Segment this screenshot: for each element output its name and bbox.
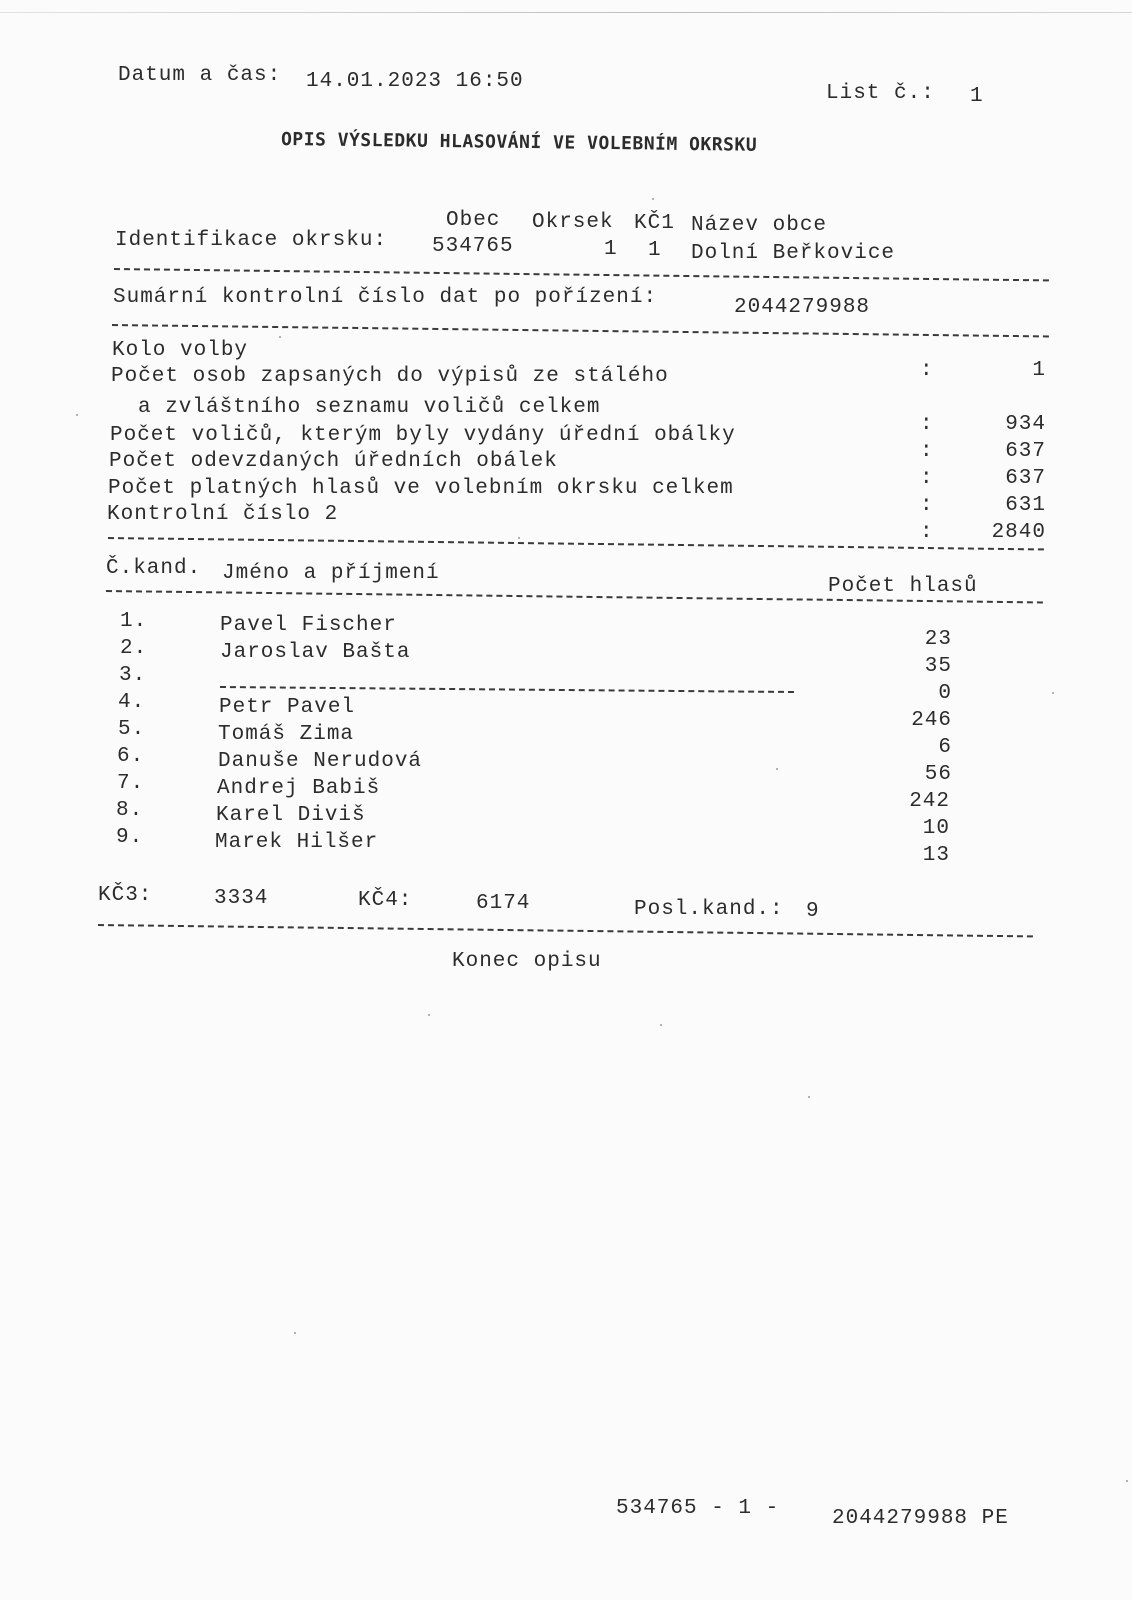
candidate-name: Petr Pavel — [219, 696, 356, 719]
stat-value-volicu: 637 — [1005, 440, 1046, 463]
identification-nazev: Dolní Beřkovice — [691, 242, 896, 265]
stat-value-kolo: 1 — [1032, 359, 1046, 382]
kc3-label: KČ3: — [98, 884, 153, 907]
scan-speck — [279, 336, 281, 338]
col-candidate-number: Č.kand. — [106, 557, 202, 580]
candidate-votes: 13 — [922, 844, 950, 867]
document-title: OPIS VÝSLEDKU HLASOVÁNÍ VE VOLEBNÍM OKRSKU — [280, 129, 758, 156]
candidate-name-blank-line — [220, 686, 794, 693]
stat-colon: : — [920, 494, 934, 517]
datetime-value: 14.01.2023 16:50 — [306, 70, 524, 93]
col-nazev-header: Název obce — [691, 214, 828, 237]
scan-speck — [518, 537, 520, 539]
scan-speck — [808, 1096, 810, 1098]
stat-value-kc2: 2840 — [991, 521, 1046, 544]
separator-line — [108, 537, 1044, 550]
candidate-votes: 10 — [922, 817, 950, 840]
candidate-number: 3. — [119, 664, 147, 687]
candidate-votes: 23 — [924, 628, 952, 651]
candidate-number: 4. — [118, 691, 146, 714]
scan-speck — [76, 414, 78, 416]
col-candidate-name: Jméno a příjmení — [222, 562, 440, 585]
last-candidate-label: Posl.kand.: — [634, 898, 784, 921]
candidate-name: Jaroslav Bašta — [220, 641, 411, 664]
summary-label: Sumární kontrolní číslo dat po pořízení: — [113, 286, 658, 309]
scan-speck — [1052, 692, 1054, 694]
kc3-value: 3334 — [214, 887, 269, 910]
sheet-label: List č.: — [826, 82, 935, 105]
candidate-number: 7. — [117, 772, 145, 795]
scan-speck — [1126, 1480, 1128, 1482]
stat-colon: : — [920, 467, 934, 490]
stat-value-odevzdanych: 637 — [1005, 467, 1046, 490]
scan-speck — [428, 1014, 430, 1016]
scan-speck — [660, 1024, 662, 1026]
candidate-name: Danuše Nerudová — [218, 750, 423, 773]
col-kc1-header: KČ1 — [634, 212, 675, 235]
candidate-name: Andrej Babiš — [217, 777, 381, 800]
candidate-name: Pavel Fischer — [220, 614, 397, 637]
col-candidate-votes: Počet hlasů — [828, 575, 978, 598]
candidate-number: 1. — [120, 610, 148, 633]
identification-label: Identifikace okrsku: — [115, 229, 388, 252]
kc4-label: KČ4: — [358, 889, 413, 912]
end-of-document-label: Konec opisu — [452, 950, 602, 973]
summary-value: 2044279988 — [734, 296, 871, 319]
candidate-number: 6. — [117, 745, 145, 768]
scan-edge-line — [0, 12, 1132, 13]
kolo-volby-label: Kolo volby — [112, 339, 249, 362]
pocet-platnych-label: Počet platných hlasů ve volebním okrsku celkem — [108, 477, 734, 500]
stat-colon: : — [920, 413, 934, 436]
stat-colon: : — [920, 521, 934, 544]
scan-speck — [776, 768, 778, 770]
identification-okrsek: 1 — [604, 238, 618, 261]
pocet-osob-label: Počet osob zapsaných do výpisů ze stálého — [111, 365, 669, 388]
bottom-checksum: 2044279988 PE — [832, 1507, 1009, 1530]
candidate-name: Karel Diviš — [216, 804, 366, 827]
col-obec-header: Obec — [446, 209, 501, 232]
candidate-votes: 35 — [924, 655, 952, 678]
candidate-votes: 246 — [911, 709, 952, 732]
candidate-votes: 56 — [924, 763, 952, 786]
candidate-number: 5. — [118, 718, 146, 741]
stat-colon: : — [920, 359, 934, 382]
kontrolni-cislo-2-label: Kontrolní číslo 2 — [107, 503, 339, 526]
candidate-votes: 0 — [938, 682, 952, 705]
pocet-osob-label-cont: a zvláštního seznamu voličů celkem — [138, 396, 601, 419]
last-candidate-value: 9 — [806, 900, 820, 923]
candidate-number: 8. — [116, 799, 144, 822]
identification-obec: 534765 — [432, 235, 514, 258]
sheet-number: 1 — [970, 85, 984, 108]
separator-line — [98, 924, 1033, 937]
candidate-votes: 6 — [938, 736, 952, 759]
pocet-odevzdanych-label: Počet odevzdaných úředních obálek — [109, 450, 558, 473]
candidate-number: 2. — [120, 637, 148, 660]
kc4-value: 6174 — [476, 892, 531, 915]
candidate-votes: 242 — [909, 790, 950, 813]
scan-speck — [652, 198, 654, 200]
bottom-code: 534765 - 1 - — [616, 1497, 780, 1520]
separator-line — [112, 324, 1049, 337]
separator-line — [114, 268, 1049, 281]
scan-speck — [294, 1332, 296, 1334]
identification-kc1: 1 — [648, 239, 662, 262]
col-okrsek-header: Okrsek — [532, 211, 614, 234]
candidate-name: Tomáš Zima — [218, 723, 355, 746]
stat-colon: : — [920, 440, 934, 463]
datetime-label: Datum a čas: — [118, 64, 282, 87]
stat-value-platnych: 631 — [1005, 494, 1046, 517]
pocet-volicu-label: Počet voličů, kterým byly vydány úřední obálky — [110, 424, 736, 447]
candidate-name: Marek Hilšer — [215, 831, 379, 854]
candidate-number: 9. — [116, 826, 144, 849]
stat-value-osob: 934 — [1005, 413, 1046, 436]
